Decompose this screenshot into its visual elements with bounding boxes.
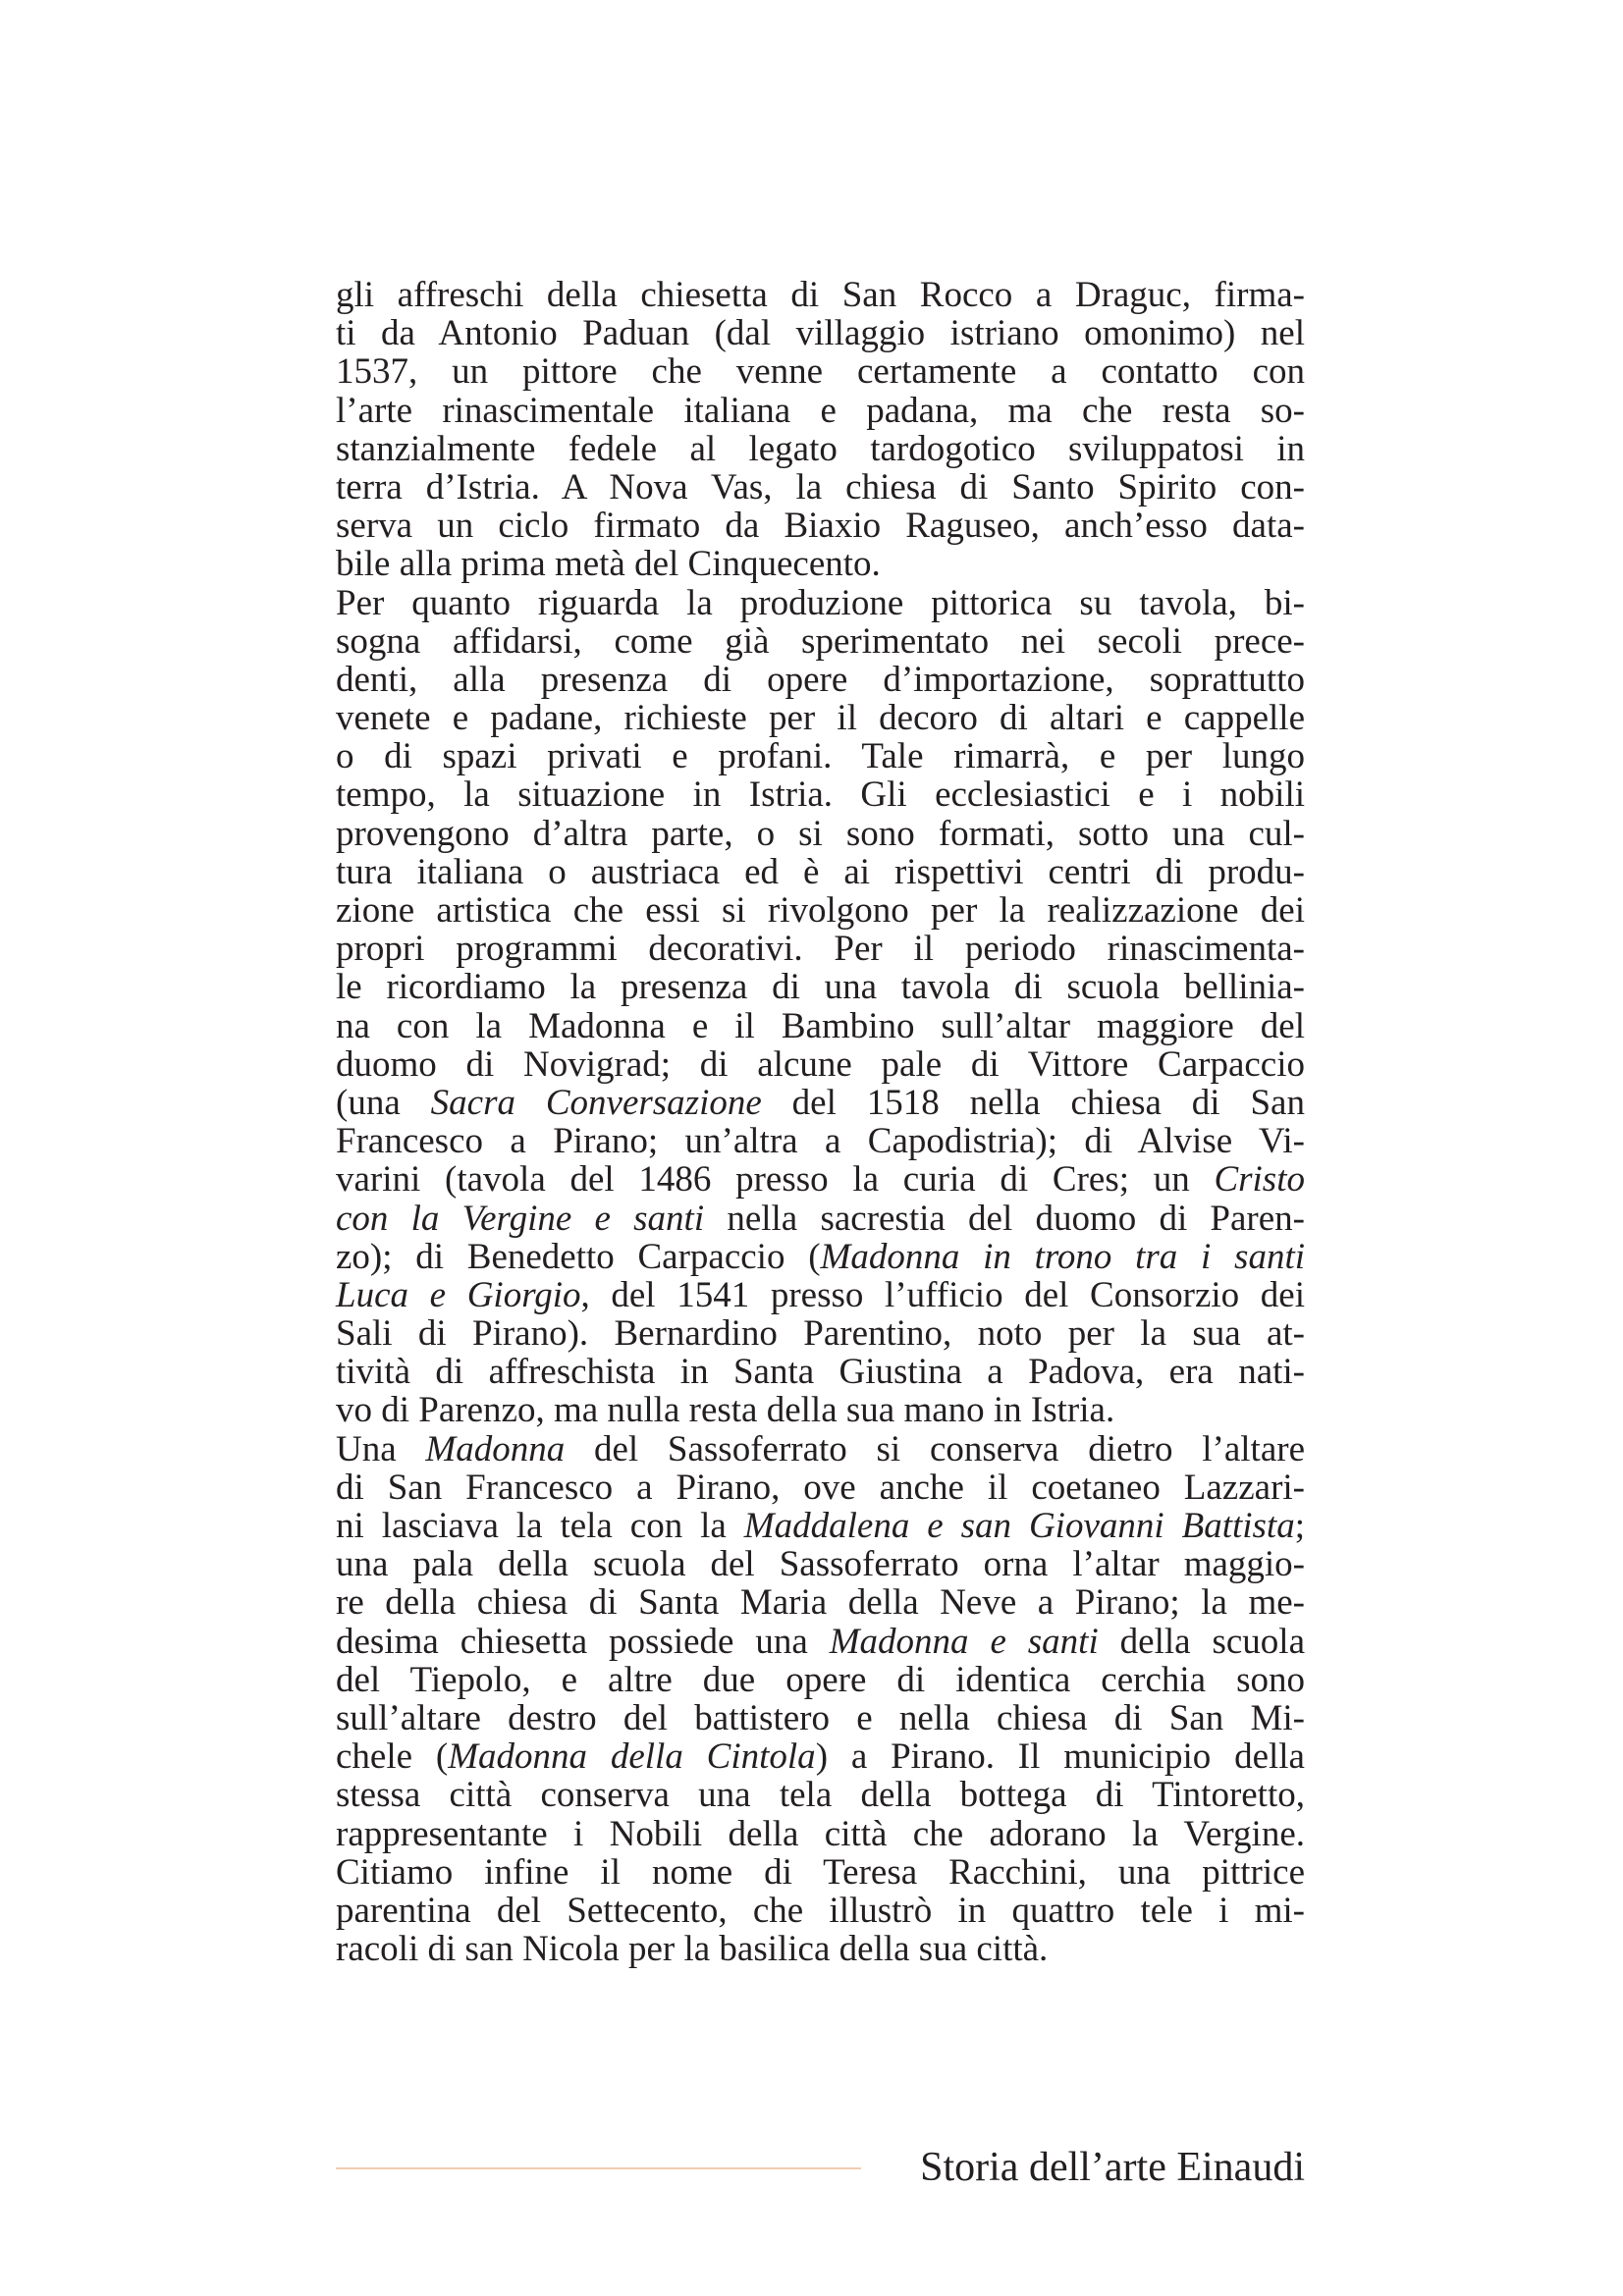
text-line <box>336 853 1305 891</box>
text-segment: duomo di Novigrad; di alcune pale di Vittore Carpaccio <box>336 1043 1305 1085</box>
italic-title: Madonna e santi <box>829 1621 1099 1662</box>
text-line <box>336 1430 1305 1468</box>
text-segment: tura italiana o austriaca ed è ai rispettivi centri di produ- <box>336 851 1305 892</box>
text-segment: tività di affreschista in Santa Giustina a Padova, era nati- <box>336 1352 1305 1393</box>
text-line <box>336 699 1305 737</box>
text-line <box>336 1160 1305 1199</box>
text-line <box>336 891 1305 930</box>
text-line <box>336 1468 1305 1507</box>
text-line <box>336 1892 1305 1930</box>
text-segment: l’arte rinascimentale italiana e padana, ma che resta so- <box>336 390 1305 431</box>
text-line <box>336 1661 1305 1699</box>
text-line <box>336 430 1305 468</box>
footer-title: Storia dell’arte Einaudi <box>920 2145 1305 2190</box>
text-line <box>336 815 1305 853</box>
text-line <box>336 392 1305 430</box>
text-segment: del 1518 nella chiesa di San <box>761 1082 1305 1123</box>
text-segment: rappresentante i Nobili della città che adorano la Vergine. <box>336 1813 1305 1854</box>
text-segment: parentina del Settecento, che illustrò in quattro tele i mi- <box>336 1890 1305 1931</box>
paragraph <box>336 276 1305 584</box>
text-line <box>336 1045 1305 1084</box>
body-text <box>336 276 1305 1968</box>
text-line <box>336 1238 1305 1276</box>
text-segment: varini (tavola del 1486 presso la curia di Cres; un <box>336 1159 1215 1201</box>
text-line <box>336 1507 1305 1545</box>
italic-title: Madonna in trono tra i santi <box>820 1236 1306 1277</box>
text-line <box>336 1699 1305 1737</box>
text-segment: , del 1541 presso l’ufficio del Consorzio dei <box>580 1274 1305 1315</box>
italic-title: Cristo <box>1214 1159 1305 1201</box>
text-line <box>336 584 1305 622</box>
text-line <box>336 1084 1305 1122</box>
text-segment: zione artistica che essi si rivolgono per la realizzazione dei <box>336 890 1305 931</box>
text-segment: nella sacrestia del duomo di Paren- <box>704 1198 1306 1239</box>
text-line <box>336 314 1305 352</box>
text-segment: tempo, la situazione in Istria. Gli ecclesiastici e i nobili <box>336 774 1305 816</box>
text-line <box>336 775 1305 814</box>
text-segment: zo); di Benedetto Carpaccio ( <box>336 1236 821 1277</box>
text-segment: sogna affidarsi, come già sperimentato nei secoli prece- <box>336 620 1305 662</box>
text-line <box>336 1583 1305 1622</box>
text-line <box>336 1737 1305 1776</box>
text-segment: una pala della scuola del Sassoferrato orna l’altar maggio- <box>336 1544 1305 1585</box>
text-segment: o di spazi privati e profani. Tale rimarrà, e per lungo <box>336 736 1305 777</box>
text-line <box>336 1122 1305 1160</box>
text-line <box>336 661 1305 699</box>
text-segment: della scuola <box>1098 1621 1305 1662</box>
footer-rule <box>336 2167 861 2169</box>
text-line <box>336 1930 1305 1968</box>
italic-title: Madonna <box>425 1428 566 1469</box>
text-segment: terra d’Istria. A Nova Vas, la chiesa di Santo Spirito con- <box>336 466 1305 507</box>
text-segment: stessa città conserva una tela della bottega di Tintoretto, <box>336 1775 1305 1816</box>
text-line <box>336 1353 1305 1391</box>
text-segment: stanzialmente fedele al legato tardogotico sviluppatosi in <box>336 428 1305 469</box>
paragraph <box>336 584 1305 1430</box>
text-line <box>336 1853 1305 1892</box>
text-line <box>336 507 1305 545</box>
text-segment: na con la Madonna e il Bambino sull’altar maggiore del <box>336 1005 1305 1046</box>
text-segment: Una <box>336 1428 426 1469</box>
text-segment: Citiamo infine il nome di Teresa Racchini, una pittrice <box>336 1851 1305 1893</box>
text-line <box>336 1815 1305 1853</box>
italic-title: con la Vergine e santi <box>336 1198 705 1239</box>
text-line <box>336 968 1305 1006</box>
text-segment: del Sassoferrato si conserva dietro l’altare <box>565 1428 1305 1469</box>
text-segment: provengono d’altra parte, o si sono formati, sotto una cul- <box>336 813 1305 854</box>
text-line <box>336 276 1305 314</box>
text-segment: re della chiesa di Santa Maria della Neve a Pirano; la me- <box>336 1582 1305 1624</box>
text-line <box>336 930 1305 968</box>
text-segment: di San Francesco a Pirano, ove anche il coetaneo Lazzari- <box>336 1467 1305 1508</box>
italic-title: Maddalena e san Giovanni Battista <box>743 1506 1295 1546</box>
text-segment: 1537, un pittore che venne certamente a contatto con <box>336 351 1305 393</box>
text-line <box>336 1776 1305 1814</box>
text-segment: bile alla prima metà del Cinquecento. <box>336 544 881 585</box>
text-line <box>336 545 1305 583</box>
text-line <box>336 1391 1305 1429</box>
text-line <box>336 1276 1305 1314</box>
text-segment: ; <box>1294 1506 1305 1546</box>
text-segment: venete e padane, richieste per il decoro di altari e cappelle <box>336 698 1305 739</box>
text-segment: ti da Antonio Paduan (dal villaggio istriano omonimo) nel <box>336 313 1305 354</box>
text-segment: desima chiesetta possiede una <box>336 1621 830 1662</box>
italic-title: Luca e Giorgio <box>336 1274 581 1315</box>
text-segment: racoli di san Nicola per la basilica della sua città. <box>336 1929 1049 1970</box>
text-line <box>336 622 1305 661</box>
text-segment: Per quanto riguarda la produzione pittorica su tavola, bi- <box>336 582 1305 623</box>
text-line <box>336 1623 1305 1661</box>
italic-title: Madonna della Cintola <box>448 1736 816 1778</box>
italic-title: Sacra Conversazione <box>430 1082 762 1123</box>
text-segment: le ricordiamo la presenza di una tavola di scuola bellinia- <box>336 967 1305 1008</box>
text-line <box>336 1314 1305 1353</box>
text-segment: vo di Parenzo, ma nulla resta della sua mano in Istria. <box>336 1390 1115 1431</box>
text-segment: gli affreschi della chiesetta di San Rocco a Draguc, firma- <box>336 275 1305 315</box>
text-segment: ni lasciava la tela con la <box>336 1506 744 1546</box>
text-line <box>336 1545 1305 1583</box>
paragraph <box>336 1430 1305 1969</box>
text-line <box>336 1007 1305 1045</box>
text-segment: propri programmi decorativi. Per il periodo rinascimenta- <box>336 929 1305 970</box>
text-segment: Francesco a Pirano; un’altra a Capodistria); di Alvise Vi- <box>336 1121 1305 1162</box>
text-segment: (una <box>336 1082 431 1123</box>
text-line <box>336 352 1305 391</box>
text-segment: chele ( <box>336 1736 449 1778</box>
page-footer <box>336 2140 1305 2195</box>
text-segment: Sali di Pirano). Bernardino Parentino, noto per la sua at- <box>336 1313 1305 1355</box>
text-segment: sull’altare destro del battistero e nella chiesa di San Mi- <box>336 1697 1305 1738</box>
text-segment: del Tiepolo, e altre due opere di identica cerchia sono <box>336 1659 1305 1700</box>
text-segment: denti, alla presenza di opere d’importazione, soprattutto <box>336 659 1305 700</box>
text-line <box>336 737 1305 775</box>
text-segment: serva un ciclo firmato da Biaxio Raguseo, anch’esso data- <box>336 506 1305 547</box>
text-line <box>336 1200 1305 1238</box>
text-line <box>336 468 1305 507</box>
text-segment: ) a Pirano. Il municipio della <box>815 1736 1305 1778</box>
